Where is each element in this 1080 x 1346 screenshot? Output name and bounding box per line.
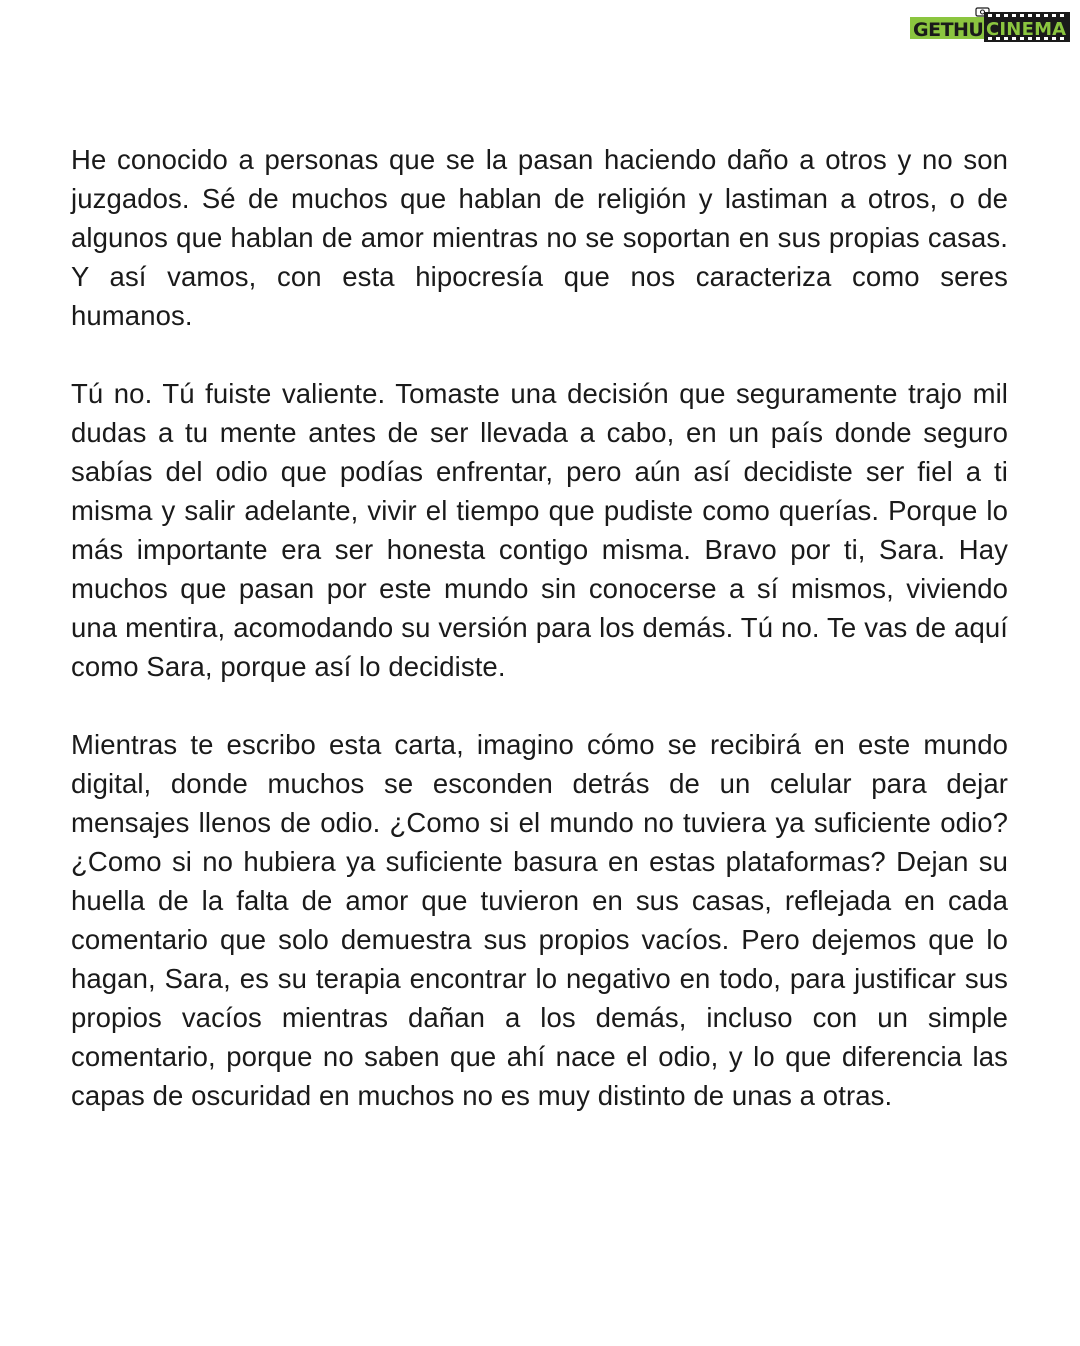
letter-body [71,140,1008,1115]
paragraph-3: Mientras te escribo esta carta, imagino cómo se recibirá en este mundo digital, donde muchos se esconden detrás de un celular para dejar mensajes llenos de odio. ¿Como si el mundo no tuviera ya suficiente odio? ¿Como si no hubiera ya suficiente basura en estas plataformas? Dejan su huella de la falta de amor que tuvieron en sus casas, reflejada en cada comentario que solo demuestra sus propios vacíos. Pero dejemos que lo hagan, Sara, es su terapia encontrar lo negativo en todo, para justificar sus propios vacíos mientras dañan a los demás, incluso con un simple comentario, porque no saben que ahí nace el odio, y lo que diferencia las capas de oscuridad en muchos no es muy distinto de unas a otras. [71,729,1008,1111]
gethu-cinema-logo [908,6,1072,46]
paragraph-2: Tú no. Tú fuiste valiente. Tomaste una decisión que seguramente trajo mil dudas a tu mente antes de ser llevada a cabo, en un país donde seguro sabías del odio que podías enfrentar, pero aún así decidiste ser fiel a ti misma y salir adelante, vivir el tiempo que pudiste como querías. Porque lo más importante era ser honesta contigo misma. Bravo por ti, Sara. Hay muchos que pasan por este mundo sin conocerse a sí mismos, viviendo una mentira, acomodando su versión para los demás. Tú no. Te vas de aquí como Sara, porque así lo decidiste. [71,378,1008,682]
logo-text-left: GETHU [913,19,984,41]
logo-text-right: CINEMA [986,19,1067,40]
paragraph-1: He conocido a personas que se la pasan haciendo daño a otros y no son juzgados. Sé de muchos que hablan de religión y lastiman a otros, o de algunos que hablan de amor mientras no se soportan en sus propias casas. Y así vamos, con esta hipocresía que nos caracteriza como seres humanos. [71,144,1008,331]
